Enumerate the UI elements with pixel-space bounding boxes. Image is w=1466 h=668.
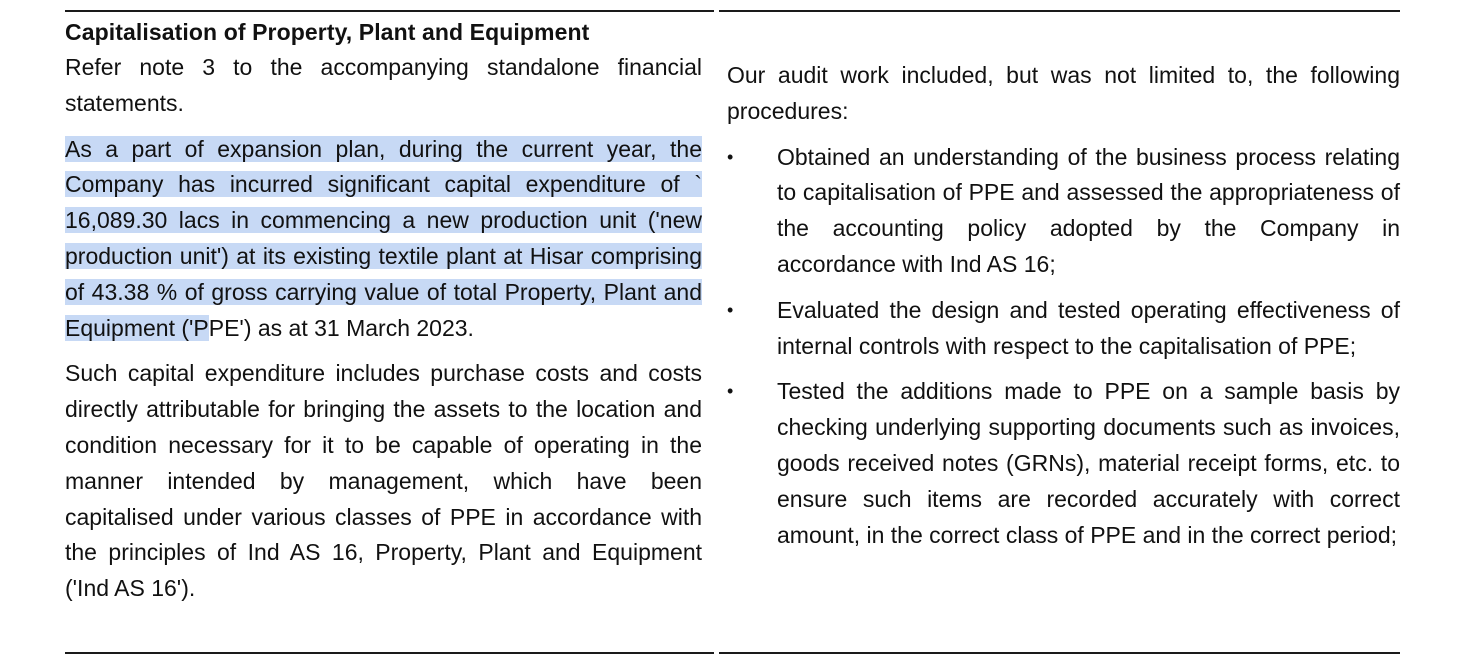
response-intro: Our audit work included, but was not limited to, the following procedures: xyxy=(727,62,1400,124)
procedure-text: Obtained an understanding of the business process relating to capitalisation of PPE and assessed the appropriateness of the accounting policy adopted by the Company in accordance with Ind AS 16; xyxy=(777,143,1400,277)
matter-detail: Such capital expenditure includes purchase costs and costs directly attributable for bringing the assets to the location and condition necessary for it to be capable of operating in the manner intended by management, which have been capitalised under various classes of PPE in accordance with the principles of Ind AS 16, Property, Plant and Equipment ('Ind AS 16'). xyxy=(65,360,702,602)
key-audit-matter-column xyxy=(65,15,702,617)
bottom-rule-right xyxy=(719,652,1400,654)
procedure-item xyxy=(727,374,1400,553)
procedure-text: Evaluated the design and tested operating effectiveness of internal controls with respect to the capitalisation of PPE; xyxy=(777,296,1400,359)
audit-response-column xyxy=(727,58,1400,563)
matter-heading: Capitalisation of Property, Plant and Equipment xyxy=(65,19,590,45)
bullet-icon: • xyxy=(727,299,734,320)
procedure-text: Tested the additions made to PPE on a sample basis by checking underlying supporting documents such as invoices, goods received notes (GRNs), material receipt forms, etc. to ensure such items are recorded accurately with correct amount, in the correct class of PPE and in the correct period; xyxy=(777,378,1400,548)
bottom-rule-left xyxy=(65,652,714,654)
selected-text[interactable]: As a part of expansion plan, during the current year, the Company has incurred significant capital expenditure of ` 16,089.30 lacs in commencing a new production unit ('new production unit') at its existing textile plant at Hisar comprising of 43.38 % of gross carrying value of total Property, Plant and Equipment ('P xyxy=(65,135,702,341)
procedure-item xyxy=(727,293,1400,365)
procedure-item xyxy=(727,140,1400,283)
top-rule-right xyxy=(719,10,1400,12)
top-rule-left xyxy=(65,10,714,12)
note-reference: Refer note 3 to the accompanying standalone financial statements. xyxy=(65,54,702,116)
bullet-icon: • xyxy=(727,146,734,167)
matter-description[interactable] xyxy=(65,132,702,347)
bullet-icon: • xyxy=(727,381,734,402)
unselected-text: PE') as at 31 March 2023. xyxy=(208,314,474,341)
